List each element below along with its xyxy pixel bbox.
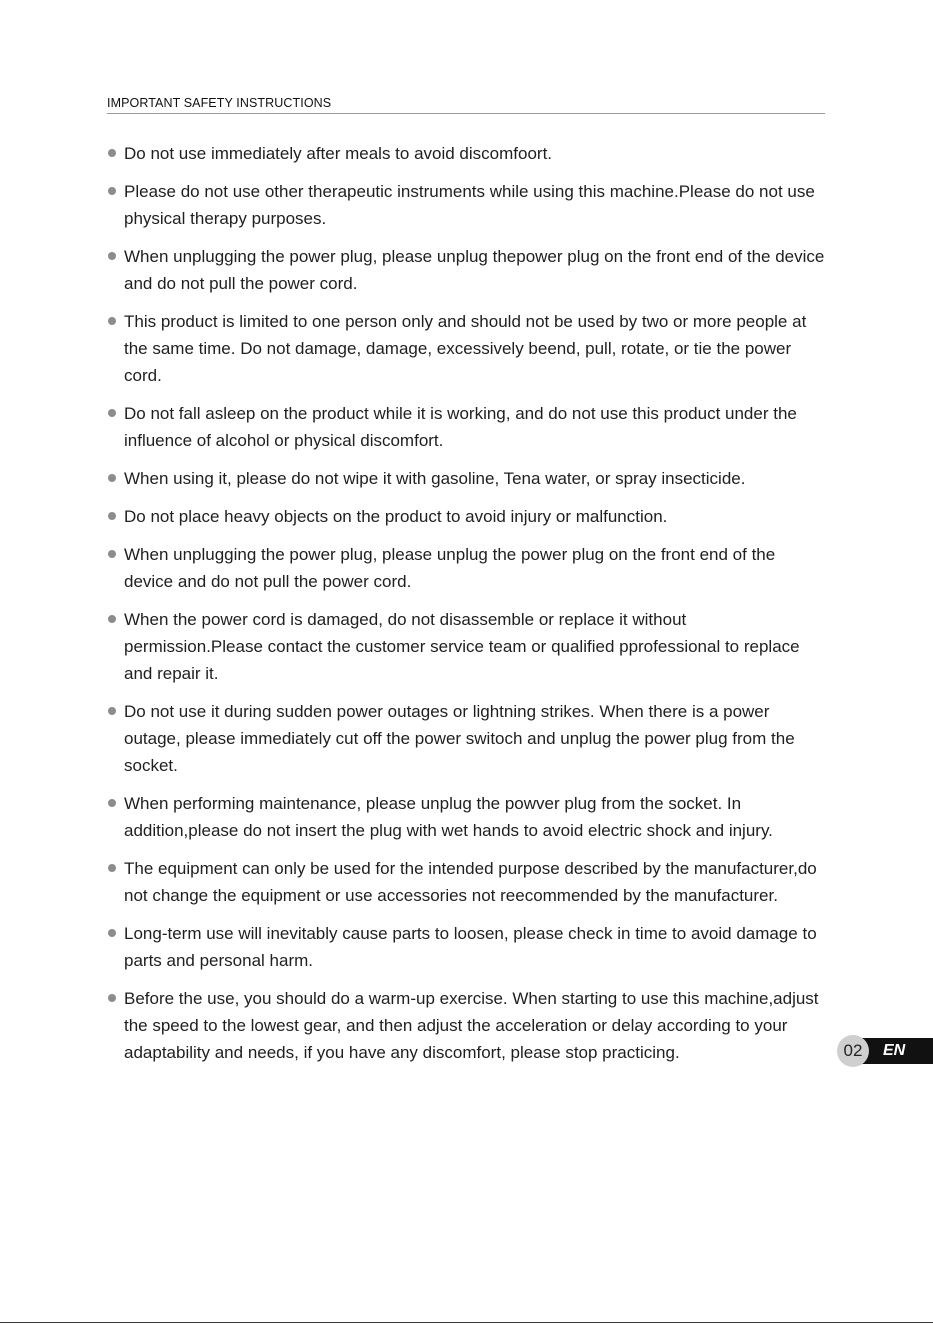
page-header xyxy=(107,96,825,114)
list-item xyxy=(107,243,829,297)
instruction-text: The equipment can only be used for the intended purpose described by the manufacturer,do not change the equipment or use accessories not reecommended by the manufacturer. xyxy=(124,859,817,905)
bullet-icon xyxy=(108,864,116,872)
list-item xyxy=(107,400,829,454)
instruction-text: Before the use, you should do a warm-up exercise. When starting to use this machine,adjust the speed to the lowest gear, and then adjust the acceleration or delay according to your adaptability and needs, if you have any discomfort, please stop practicing. xyxy=(124,989,819,1062)
bullet-icon xyxy=(108,187,116,195)
bullet-icon xyxy=(108,615,116,623)
list-item xyxy=(107,503,829,530)
list-item xyxy=(107,541,829,595)
instruction-text: Do not use it during sudden power outages or lightning strikes. When there is a power outage, please immediately cut off the power switoch and unplug the power plug from the socket. xyxy=(124,702,795,775)
bullet-icon xyxy=(108,929,116,937)
bullet-icon xyxy=(108,409,116,417)
list-item xyxy=(107,855,829,909)
language-label: EN xyxy=(883,1042,906,1059)
safety-instructions-list xyxy=(107,140,829,1077)
page-number-badge: 02 xyxy=(837,1035,869,1067)
list-item xyxy=(107,920,829,974)
instruction-text: When using it, please do not wipe it with gasoline, Tena water, or spray insecticide. xyxy=(124,469,746,488)
list-item xyxy=(107,606,829,687)
list-item xyxy=(107,698,829,779)
list-item xyxy=(107,140,829,167)
instruction-text: When performing maintenance, please unplug the powver plug from the socket. In addition,please do not insert the plug with wet hands to avoid electric shock and injury. xyxy=(124,794,773,840)
bullet-icon xyxy=(108,550,116,558)
list-item xyxy=(107,178,829,232)
instruction-text: Do not fall asleep on the product while it is working, and do not use this product under the influence of alcohol or physical discomfort. xyxy=(124,404,797,450)
list-item xyxy=(107,308,829,389)
instruction-text: Please do not use other therapeutic instruments while using this machine.Please do not use physical therapy purposes. xyxy=(124,182,815,228)
instruction-text: This product is limited to one person only and should not be used by two or more people at the same time. Do not damage, damage, excessively beend, pull, rotate, or tie the power cord. xyxy=(124,312,807,385)
bullet-icon xyxy=(108,799,116,807)
instruction-text: When the power cord is damaged, do not disassemble or replace it without permission.Please contact the customer service team or qualified pprofessional to replace and repair it. xyxy=(124,610,800,683)
footer-divider xyxy=(0,1322,933,1323)
list-item xyxy=(107,985,829,1066)
bullet-icon xyxy=(108,474,116,482)
page-tab xyxy=(837,1035,933,1067)
bullet-icon xyxy=(108,994,116,1002)
list-item xyxy=(107,790,829,844)
instruction-text: Do not place heavy objects on the product to avoid injury or malfunction. xyxy=(124,507,668,526)
instruction-text: When unplugging the power plug, please unplug the power plug on the front end of the device and do not pull the power cord. xyxy=(124,545,776,591)
bullet-icon xyxy=(108,252,116,260)
page-header-title: IMPORTANT SAFETY INSTRUCTIONS xyxy=(107,96,332,110)
bullet-icon xyxy=(108,317,116,325)
instruction-text: Do not use immediately after meals to avoid discomfoort. xyxy=(124,144,553,163)
list-item xyxy=(107,465,829,492)
bullet-icon xyxy=(108,149,116,157)
bullet-icon xyxy=(108,512,116,520)
instruction-text: When unplugging the power plug, please unplug thepower plug on the front end of the device and do not pull the power cord. xyxy=(124,247,825,293)
instruction-text: Long-term use will inevitably cause parts to loosen, please check in time to avoid damage to parts and personal harm. xyxy=(124,924,817,970)
bullet-icon xyxy=(108,707,116,715)
